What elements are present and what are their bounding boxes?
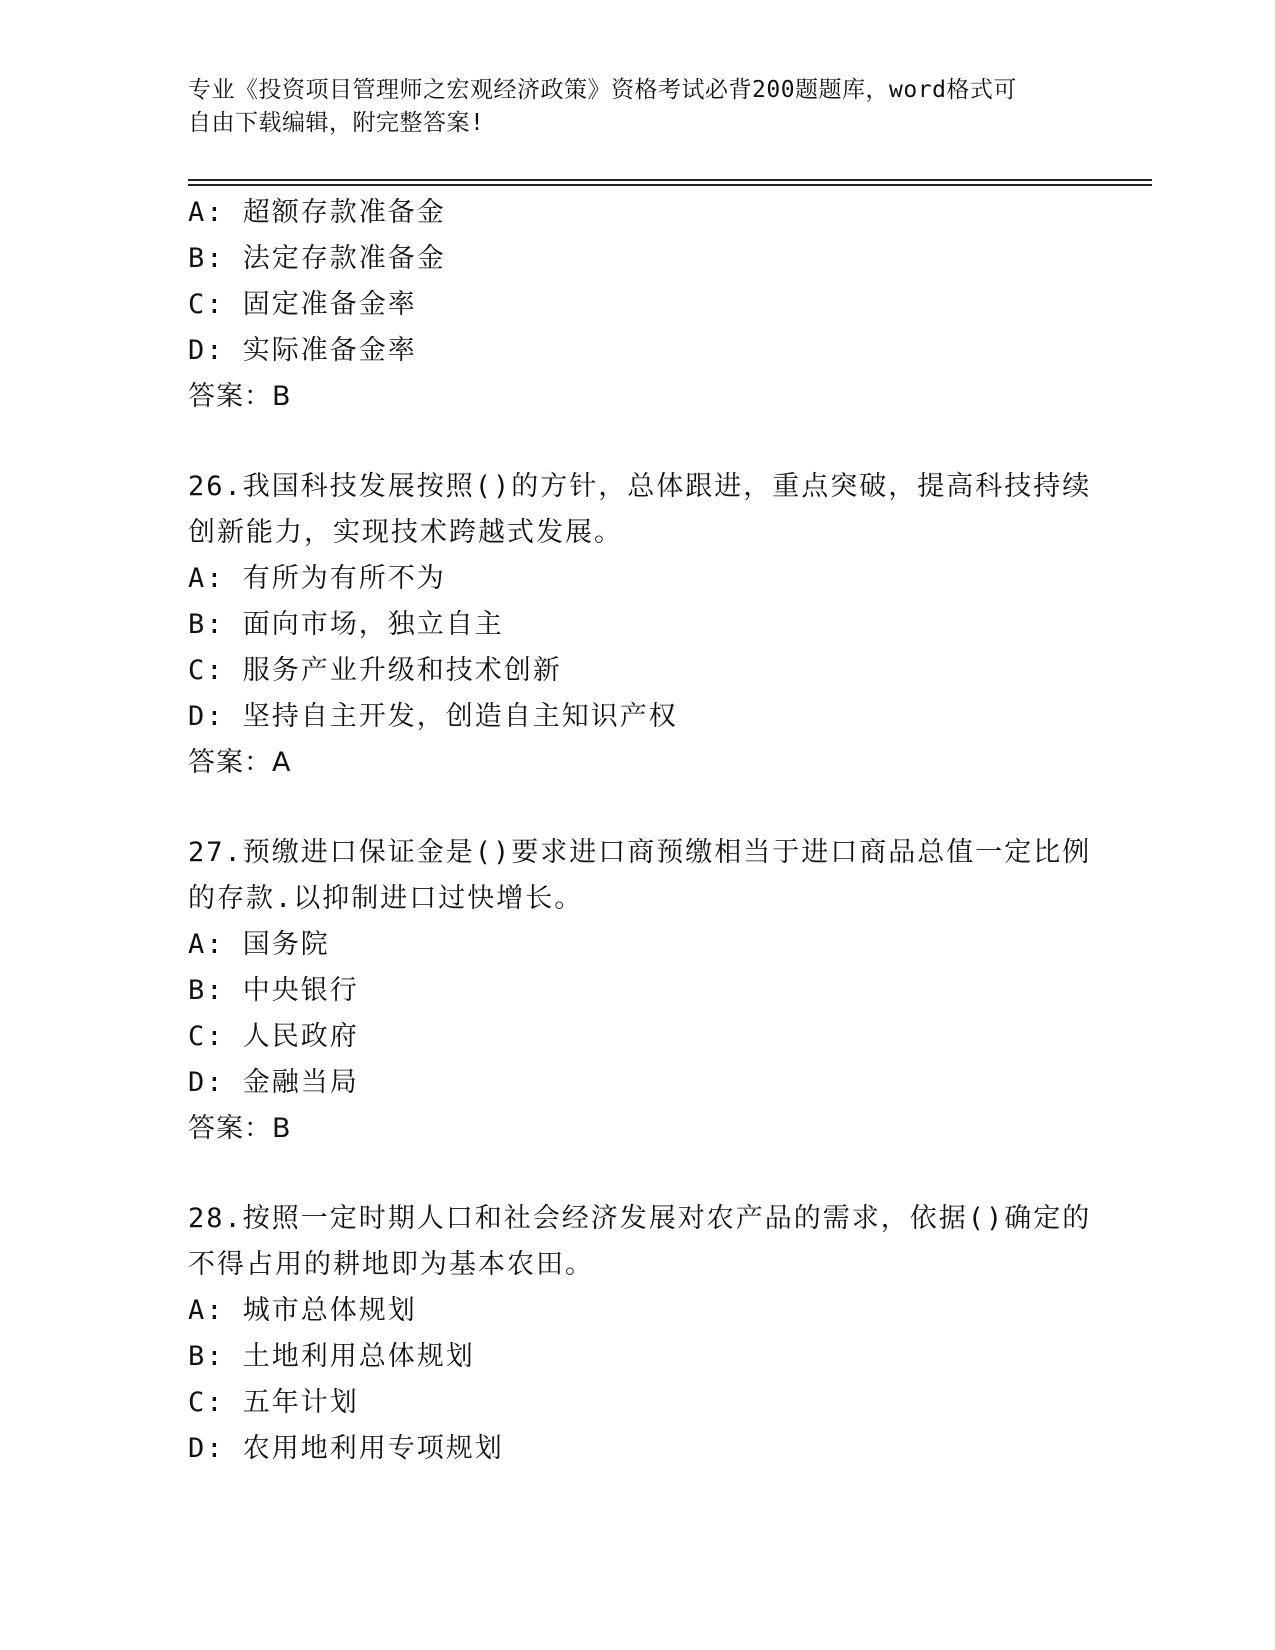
- question-stem-cont: 的存款.以抑制进口过快增长。: [188, 883, 584, 914]
- header-divider-top: [188, 179, 1152, 181]
- header-line-1: 专业《投资项目管理师之宏观经济政策》资格考试必背200题题库，word格式可: [188, 77, 1017, 103]
- option-c: C: 人民政府: [188, 1021, 359, 1052]
- document-header: [188, 74, 1088, 140]
- answer: 答案：A: [188, 747, 292, 778]
- option-d: D: 坚持自主开发，创造自主知识产权: [188, 701, 678, 732]
- question-stem: 28.按照一定时期人口和社会经济发展对农产品的需求，依据()确定的: [188, 1203, 1092, 1234]
- question-25-block: [188, 190, 1088, 420]
- question-stem: 26.我国科技发展按照()的方针，总体跟进，重点突破，提高科技持续: [188, 471, 1092, 502]
- option-d: D: 金融当局: [188, 1067, 359, 1098]
- question-stem-cont: 创新能力，实现技术跨越式发展。: [188, 517, 623, 548]
- option-a: A: 有所为有所不为: [188, 563, 446, 594]
- question-28-block: [188, 1196, 1092, 1472]
- header-line-2: 自由下载编辑，附完整答案!: [188, 110, 485, 136]
- option-b: B: 土地利用总体规划: [188, 1341, 475, 1372]
- option-b: B: 法定存款准备金: [188, 243, 446, 274]
- option-d: D: 实际准备金率: [188, 335, 417, 366]
- option-a: A: 超额存款准备金: [188, 197, 446, 228]
- option-c: C: 固定准备金率: [188, 289, 417, 320]
- answer: 答案：B: [188, 1113, 292, 1144]
- option-b: B: 中央银行: [188, 975, 359, 1006]
- header-divider-bottom: [188, 184, 1152, 186]
- question-stem: 27.预缴进口保证金是()要求进口商预缴相当于进口商品总值一定比例: [188, 837, 1092, 868]
- option-c: C: 五年计划: [188, 1387, 359, 1418]
- question-26-block: [188, 464, 1092, 786]
- option-d: D: 农用地利用专项规划: [188, 1433, 504, 1464]
- option-b: B: 面向市场，独立自主: [188, 609, 504, 640]
- option-a: A: 城市总体规划: [188, 1295, 417, 1326]
- question-27-block: [188, 830, 1092, 1152]
- question-stem-cont: 不得占用的耕地即为基本农田。: [188, 1249, 594, 1280]
- option-a: A: 国务院: [188, 929, 330, 960]
- answer: 答案：B: [188, 381, 292, 412]
- option-c: C: 服务产业升级和技术创新: [188, 655, 562, 686]
- question-list: [188, 190, 1092, 1472]
